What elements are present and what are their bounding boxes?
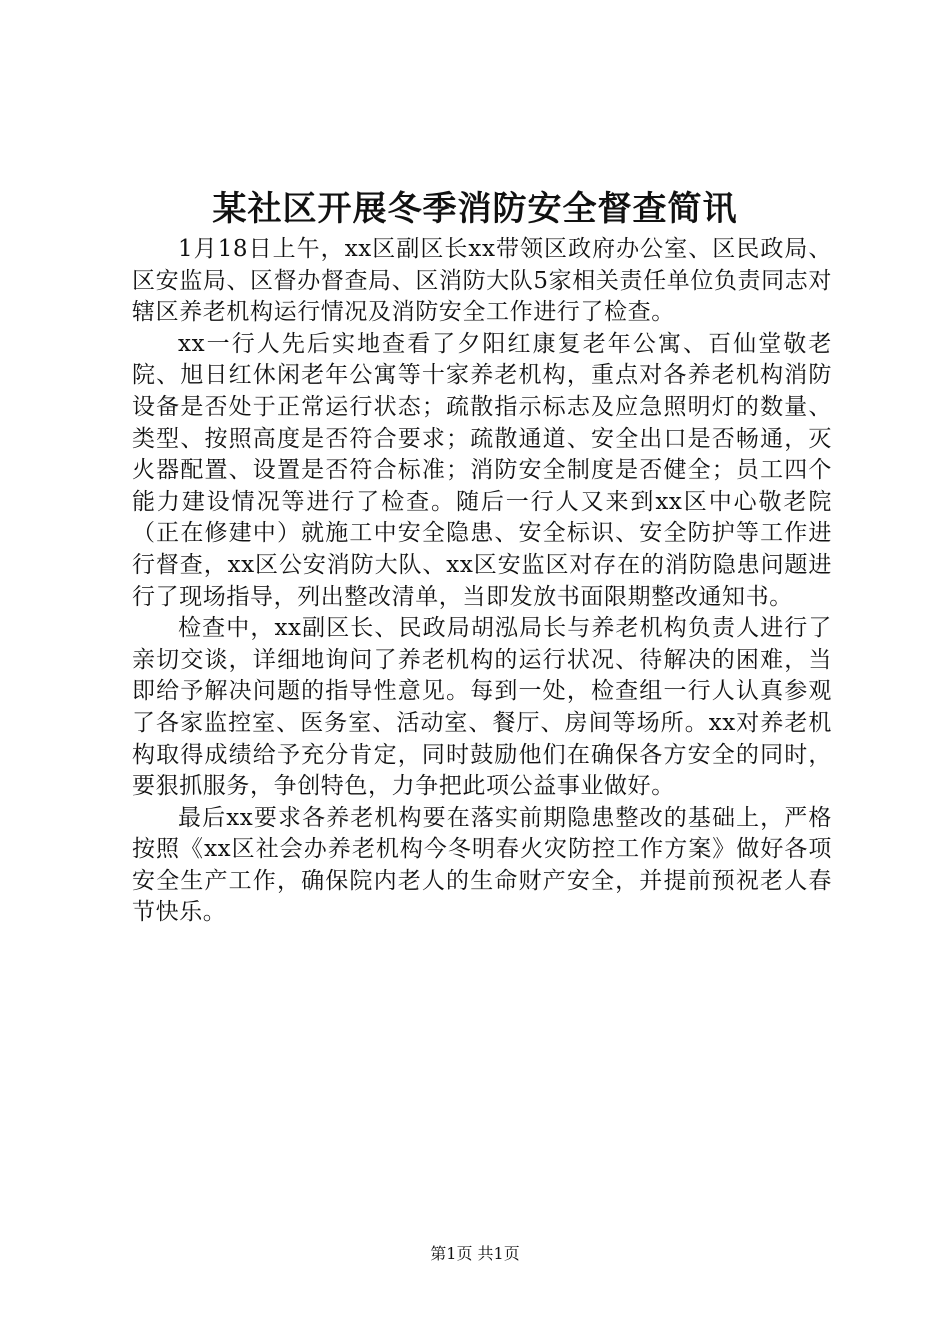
paragraph-4: 最后xx要求各养老机构要在落实前期隐患整改的基础上，严格按照《xx区社会办养老机构今冬明春火灾防控工作方案》做好各项安全生产工作，确保院内老人的生命财产安全，并提前预祝老人春节快乐。 [132, 804, 832, 926]
document-title: 某社区开展冬季消防安全督查简讯 [212, 189, 738, 229]
paragraph-2: xx一行人先后实地查看了夕阳红康复老年公寓、百仙堂敬老院、旭日红休闲老年公寓等十家养老机构，重点对各养老机构消防设备是否处于正常运行状态；疏散指示标志及应急照明灯的数量、类型、按照高度是否符合要求；疏散通道、安全出口是否畅通，灭火器配置、设置是否符合标准；消防安全制度是否健全；员工四个能力建设情况等进行了检查。随后一行人又来到xx区中心敬老院（正在修建中）就施工中安全隐患、安全标识、安全防护等工作进行督查，xx区公安消防大队、xx区安监区对存在的消防隐患问题进行了现场指导，列出整改清单，当即发放书面限期整改通知书。 [132, 330, 832, 610]
paragraph-1: 1月18日上午，xx区副区长xx带领区政府办公室、区民政局、区安监局、区督办督查局、区消防大队5家相关责任单位负责同志对辖区养老机构运行情况及消防安全工作进行了检查。 [132, 236, 832, 326]
paragraph-3: 检查中，xx副区长、民政局胡泓局长与养老机构负责人进行了亲切交谈，详细地询问了养老机构的运行状况、待解决的困难，当即给予解决问题的指导性意见。每到一处，检查组一行人认真参观了各家监控室、医务室、活动室、餐厅、房间等场所。xx对养老机构取得成绩给予充分肯定，同时鼓励他们在确保各方安全的同时，要狠抓服务，争创特色，力争把此项公益事业做好。 [132, 615, 832, 800]
document-body [132, 234, 832, 929]
page-footer: 第1页 共1页 [430, 1244, 520, 1263]
